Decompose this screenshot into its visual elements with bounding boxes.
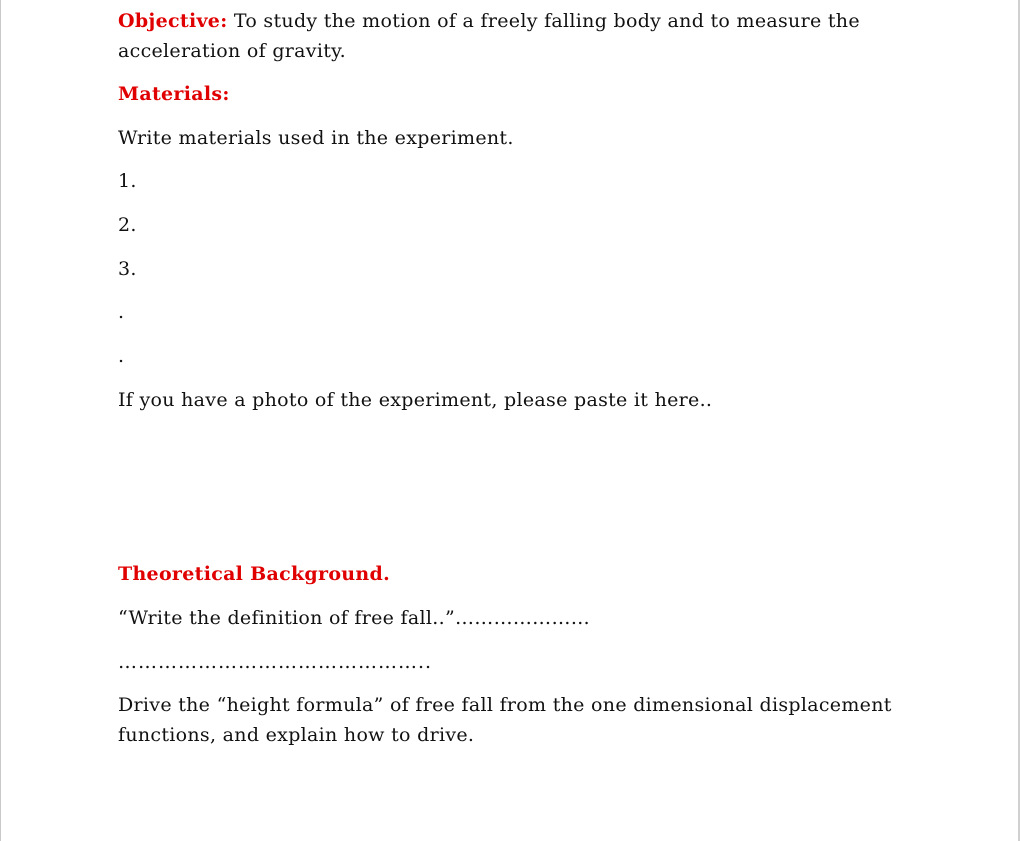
definition-prompt: “Write the definition of free fall..”………………… (118, 607, 591, 629)
theory-heading: Theoretical Background. (118, 563, 391, 585)
derive-line-1: Drive the “height formula” of free fall from the one dimensional displacement (118, 694, 892, 716)
objective-line-2: acceleration of gravity. (118, 40, 346, 62)
page-left-edge (0, 0, 1, 841)
dotted-answer-line: ……………………………………….. (118, 651, 433, 673)
materials-item-5: . (118, 345, 125, 367)
materials-item-1: 1. (118, 170, 137, 192)
objective-label: Objective: (118, 10, 228, 32)
materials-item-2: 2. (118, 214, 137, 236)
objective-line-1 (118, 6, 860, 36)
materials-heading: Materials: (118, 83, 230, 105)
derive-line-2: functions, and explain how to drive. (118, 724, 475, 746)
objective-text: To study the motion of a freely falling body and to measure the (233, 10, 860, 32)
materials-item-4: . (118, 301, 125, 323)
materials-item-3: 3. (118, 258, 137, 280)
photo-prompt: If you have a photo of the experiment, please paste it here.. (118, 389, 713, 411)
materials-instruction: Write materials used in the experiment. (118, 127, 514, 149)
